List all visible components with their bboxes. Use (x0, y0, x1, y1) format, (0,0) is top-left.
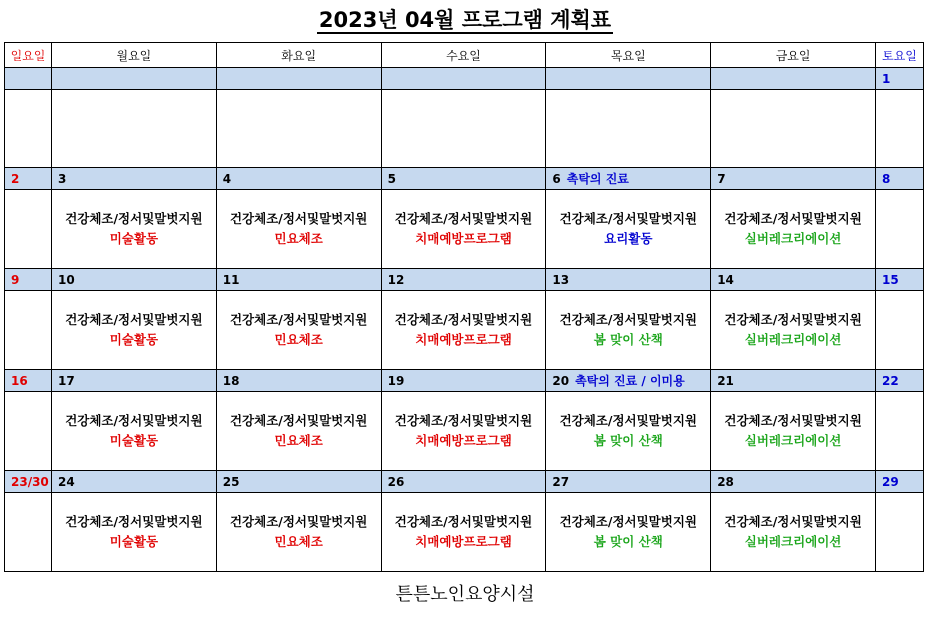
header-saturday: 토요일 (876, 43, 924, 68)
date-cell: 23/30 (5, 471, 52, 493)
date-cell: 13 (546, 269, 711, 291)
date-cell (381, 68, 546, 90)
date-cell: 8 (876, 168, 924, 190)
content-row (5, 291, 924, 370)
activity-label: 민요체조 (274, 433, 323, 448)
content-cell (5, 392, 52, 471)
common-program: 건강체조/정서및말벗지원 (229, 312, 368, 327)
common-program: 건강체조/정서및말벗지원 (65, 514, 203, 529)
common-program: 건강체조/정서및말벗지원 (724, 413, 862, 428)
title-text: 2023년 04월 프로그램 계획표 (318, 8, 612, 32)
common-program: 건강체조/정서및말벗지원 (229, 413, 368, 428)
date-cell: 4 (216, 168, 381, 190)
event-label: 촉탁의 진료 (566, 172, 629, 186)
common-program: 건강체조/정서및말벗지원 (394, 312, 533, 327)
content-cell (711, 190, 876, 269)
date-cell: 21 (711, 370, 876, 392)
header-tuesday: 화요일 (216, 43, 381, 68)
date-cell: 22 (876, 370, 924, 392)
date-row (5, 471, 924, 493)
common-program: 건강체조/정서및말벗지원 (394, 211, 533, 226)
facility-name: 튼튼노인요양시설 (395, 584, 535, 605)
content-cell (381, 392, 546, 471)
content-cell (546, 190, 711, 269)
content-cell (52, 493, 217, 572)
date-row (5, 370, 924, 392)
activity-label: 봄 맞이 산책 (593, 534, 663, 549)
activity-label: 치매예방프로그램 (415, 231, 512, 246)
date-cell: 28 (711, 471, 876, 493)
date-cell: 16 (5, 370, 52, 392)
content-cell (876, 90, 924, 168)
activity-label: 미술활동 (109, 231, 159, 246)
content-cell (711, 392, 876, 471)
content-cell (711, 291, 876, 370)
common-program: 건강체조/정서및말벗지원 (65, 312, 203, 327)
content-cell (5, 291, 52, 370)
date-cell (546, 68, 711, 90)
content-cell (216, 392, 381, 471)
weekday-header-row (5, 43, 924, 68)
activity-label: 치매예방프로그램 (415, 332, 512, 347)
common-program: 건강체조/정서및말벗지원 (724, 312, 862, 327)
date-cell: 3 (52, 168, 217, 190)
content-cell (5, 190, 52, 269)
date-row (5, 168, 924, 190)
date-cell: 26 (381, 471, 546, 493)
content-cell (876, 190, 924, 269)
content-row (5, 190, 924, 269)
content-cell (381, 90, 546, 168)
activity-label: 미술활동 (109, 433, 159, 448)
date-cell: 29 (876, 471, 924, 493)
content-row (5, 493, 924, 572)
content-cell (52, 291, 217, 370)
date-cell: 18 (216, 370, 381, 392)
date-cell: 17 (52, 370, 217, 392)
date-cell: 27 (546, 471, 711, 493)
date-cell (52, 68, 217, 90)
activity-label: 미술활동 (109, 534, 159, 549)
content-cell (216, 291, 381, 370)
content-cell (5, 90, 52, 168)
content-cell (216, 493, 381, 572)
date-cell: 15 (876, 269, 924, 291)
common-program: 건강체조/정서및말벗지원 (724, 514, 862, 529)
content-cell (876, 493, 924, 572)
content-cell (876, 392, 924, 471)
page-title (0, 4, 930, 34)
content-cell (546, 392, 711, 471)
calendar-table (4, 42, 924, 572)
date-cell (546, 168, 711, 190)
content-cell (711, 493, 876, 572)
activity-label: 민요체조 (274, 231, 323, 246)
content-cell (52, 90, 217, 168)
content-cell (546, 291, 711, 370)
date-cell: 7 (711, 168, 876, 190)
content-row (5, 90, 924, 168)
activity-label: 치매예방프로그램 (415, 534, 512, 549)
activity-label: 봄 맞이 산책 (593, 433, 663, 448)
common-program: 건강체조/정서및말벗지원 (229, 514, 368, 529)
header-monday: 월요일 (52, 43, 217, 68)
date-cell: 9 (5, 269, 52, 291)
date-cell: 5 (381, 168, 546, 190)
date-number: 20 (552, 374, 570, 388)
activity-label: 요리활동 (604, 231, 653, 246)
activity-label: 실버레크리에이션 (744, 534, 842, 549)
activity-label: 민요체조 (274, 332, 323, 347)
header-friday: 금요일 (711, 43, 876, 68)
content-cell (381, 493, 546, 572)
content-row (5, 392, 924, 471)
date-row (5, 269, 924, 291)
content-cell (381, 190, 546, 269)
content-cell (546, 90, 711, 168)
common-program: 건강체조/정서및말벗지원 (65, 211, 203, 226)
date-cell: 1 (876, 68, 924, 90)
date-cell: 11 (216, 269, 381, 291)
date-cell: 12 (381, 269, 546, 291)
date-cell (5, 68, 52, 90)
activity-label: 실버레크리에이션 (744, 433, 842, 448)
common-program: 건강체조/정서및말벗지원 (559, 514, 697, 529)
date-cell (546, 370, 711, 392)
date-cell: 25 (216, 471, 381, 493)
content-cell (711, 90, 876, 168)
header-sunday: 일요일 (5, 43, 52, 68)
common-program: 건강체조/정서및말벗지원 (229, 211, 368, 226)
common-program: 건강체조/정서및말벗지원 (394, 514, 533, 529)
event-label: 촉탁의 진료 / 이미용 (575, 374, 685, 388)
date-cell (711, 68, 876, 90)
date-cell: 19 (381, 370, 546, 392)
common-program: 건강체조/정서및말벗지원 (559, 211, 697, 226)
date-number: 6 (552, 172, 561, 186)
activity-label: 봄 맞이 산책 (593, 332, 663, 347)
common-program: 건강체조/정서및말벗지원 (724, 211, 862, 226)
content-cell (546, 493, 711, 572)
date-cell: 14 (711, 269, 876, 291)
date-cell (216, 68, 381, 90)
common-program: 건강체조/정서및말벗지원 (559, 413, 697, 428)
content-cell (216, 190, 381, 269)
header-wednesday: 수요일 (381, 43, 546, 68)
date-cell: 24 (52, 471, 217, 493)
activity-label: 민요체조 (274, 534, 323, 549)
common-program: 건강체조/정서및말벗지원 (394, 413, 533, 428)
common-program: 건강체조/정서및말벗지원 (559, 312, 697, 327)
activity-label: 미술활동 (109, 332, 159, 347)
content-cell (52, 190, 217, 269)
content-cell (52, 392, 217, 471)
header-thursday: 목요일 (546, 43, 711, 68)
content-cell (381, 291, 546, 370)
content-cell (5, 493, 52, 572)
common-program: 건강체조/정서및말벗지원 (65, 413, 203, 428)
content-cell (216, 90, 381, 168)
date-row (5, 68, 924, 90)
activity-label: 치매예방프로그램 (415, 433, 512, 448)
activity-label: 실버레크리에이션 (744, 231, 842, 246)
date-cell: 2 (5, 168, 52, 190)
activity-label: 실버레크리에이션 (744, 332, 842, 347)
date-cell: 10 (52, 269, 217, 291)
content-cell (876, 291, 924, 370)
